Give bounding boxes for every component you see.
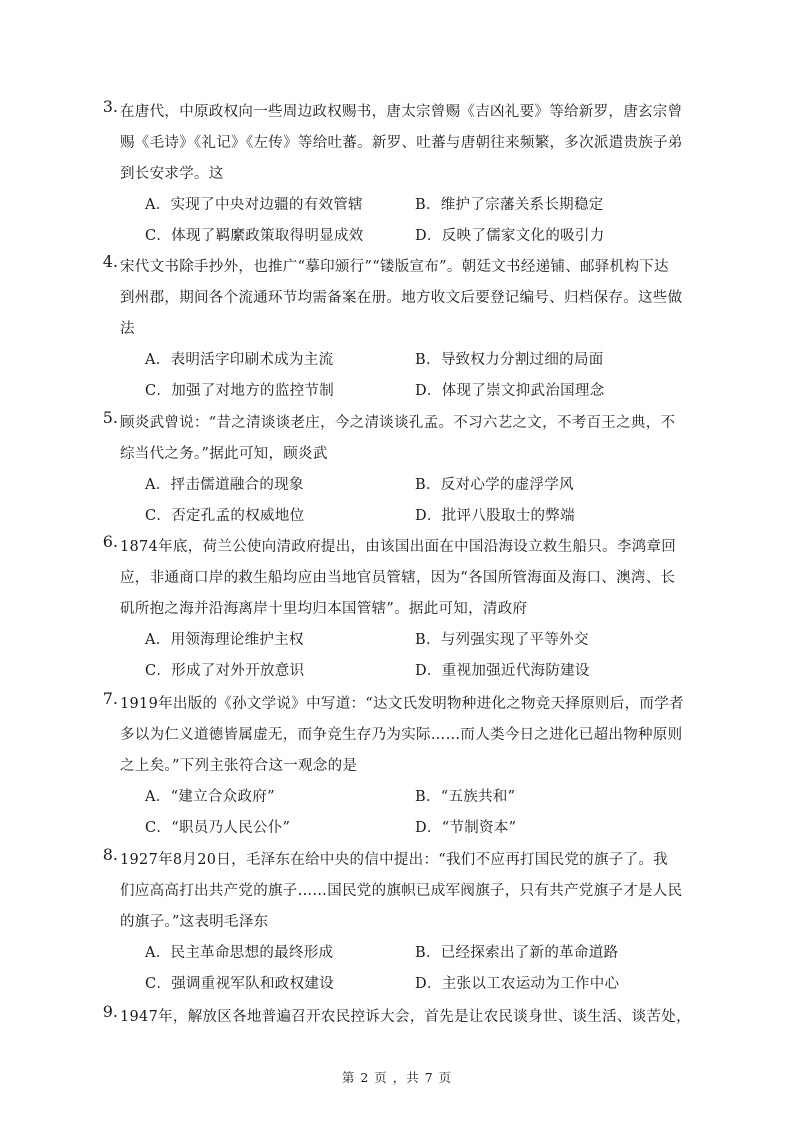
question-6 [102,532,680,687]
question-text-line: 多以为仁义道德皆属虚无，而争竞生存乃为实际……而人类今日之进化已超出物种原则 [120,727,683,743]
option-d: D．“节制资本” [415,820,517,836]
question-text-line: 之上矣。”下列主张符合这一观念的是 [120,758,358,774]
option-b: B．与列强实现了平等外交 [415,632,589,648]
question-text-line: 赐《毛诗》《礼记》《左传》等给吐蕃。新罗、吐蕃与唐朝往来频繁，多次派遣贵族子弟 [120,135,683,151]
question-text-line: 综当代之务。”据此可知，顾炎武 [120,446,328,462]
question-9 [102,1002,691,1033]
option-c: C．形成了对外开放意识 [145,663,305,679]
option-a: A．民主革命思想的最终形成 [145,945,334,961]
question-4 [102,252,683,407]
option-a: A．用领海理论维护主权 [145,632,304,648]
question-number: 3. [102,97,118,116]
option-d: D．批评八股取士的弊端 [415,508,575,524]
question-3 [102,97,683,252]
question-text-line: 1927年8月20日，毛泽东在给中央的信中提出：“我们不应再打国民党的旗子了。我 [120,852,668,868]
question-text-line: 的旗子。”这表明毛泽东 [120,914,269,930]
option-c: C．加强了对地方的监控节制 [145,383,334,399]
question-text-line: 法 [120,321,135,337]
option-c: C．否定孔孟的权威地位 [145,508,305,524]
question-number: 9. [102,1002,118,1021]
option-a: A．“建立合众政府” [145,789,275,805]
question-text-line: 宋代文书除手抄外，也推广“摹印颁行”“镂版宣布”。朝廷文书经递铺、邮驿机构下达 [120,259,669,275]
question-text-line: 1947年，解放区各地普遍召开农民控诉大会，首先是让农民谈身世、谈生活、谈苦处， [120,1009,691,1025]
option-b: B．导致权力分割过细的局面 [415,352,604,368]
question-text-line: 到长安求学。这 [120,166,224,182]
option-b: B．“五族共和” [415,789,516,805]
question-text-line: 顾炎武曾说：“昔之清谈谈老庄，今之清谈谈孔孟。不习六艺之文，不考百王之典，不 [120,415,676,431]
question-text-line: 1874年底，荷兰公使向清政府提出，由该国出面在中国沿海设立救生船只。李鸿章回 [120,539,677,555]
question-text-line: 矶所抱之海并沿海离岸十里均归本国管辖”。据此可知，清政府 [120,601,528,617]
question-text-line: 在唐代，中原政权向一些周边政权赐书，唐太宗曾赐《吉凶礼要》等给新罗，唐玄宗曾 [120,104,683,120]
question-number: 8. [102,845,118,864]
question-5 [102,408,680,532]
option-c: C．强调重视军队和政权建设 [145,976,334,992]
option-a: A．表明活字印刷术成为主流 [145,352,334,368]
option-b: B．已经探索出了新的革命道路 [415,945,619,961]
option-c: C．“职员乃人民公仆” [145,820,291,836]
question-number: 7. [102,689,118,708]
option-d: D．重视加强近代海防建设 [415,663,590,679]
question-text-line: 1919年出版的《孙文学说》中写道：“达文氏发明物种进化之物竞天择原则后，而学者 [120,696,684,712]
question-number: 6. [102,532,118,551]
question-text-line: 到州郡，期间各个流通环节均需备案在册。地方收文后要登记编号、归档保存。这些做 [120,290,683,306]
question-number: 4. [102,252,118,271]
option-c: C．体现了羁縻政策取得明显成效 [145,228,364,244]
option-a: A．抨击儒道融合的现象 [145,477,304,493]
option-d: D．体现了崇文抑武治国理念 [415,383,605,399]
option-b: B．反对心学的虚浮学风 [415,477,574,493]
option-a: A．实现了中央对边疆的有效管辖 [145,197,363,213]
page-footer: 第 2 页 ，共 7 页 [341,1070,453,1085]
question-number: 5. [102,408,118,427]
question-text-line: 应，非通商口岸的救生船均应由当地官员管辖，因为“各国所管海面及海口、澳湾、长 [120,570,676,586]
question-text-line: 们应高高打出共产党的旗子……国民党的旗帜已成军阀旗子，只有共产党旗子才是人民 [120,883,683,899]
question-7 [102,689,684,844]
option-d: D．主张以工农运动为工作中心 [415,976,620,992]
question-8 [102,845,683,1000]
option-b: B．维护了宗藩关系长期稳定 [415,197,604,213]
option-d: D．反映了儒家文化的吸引力 [415,228,605,244]
